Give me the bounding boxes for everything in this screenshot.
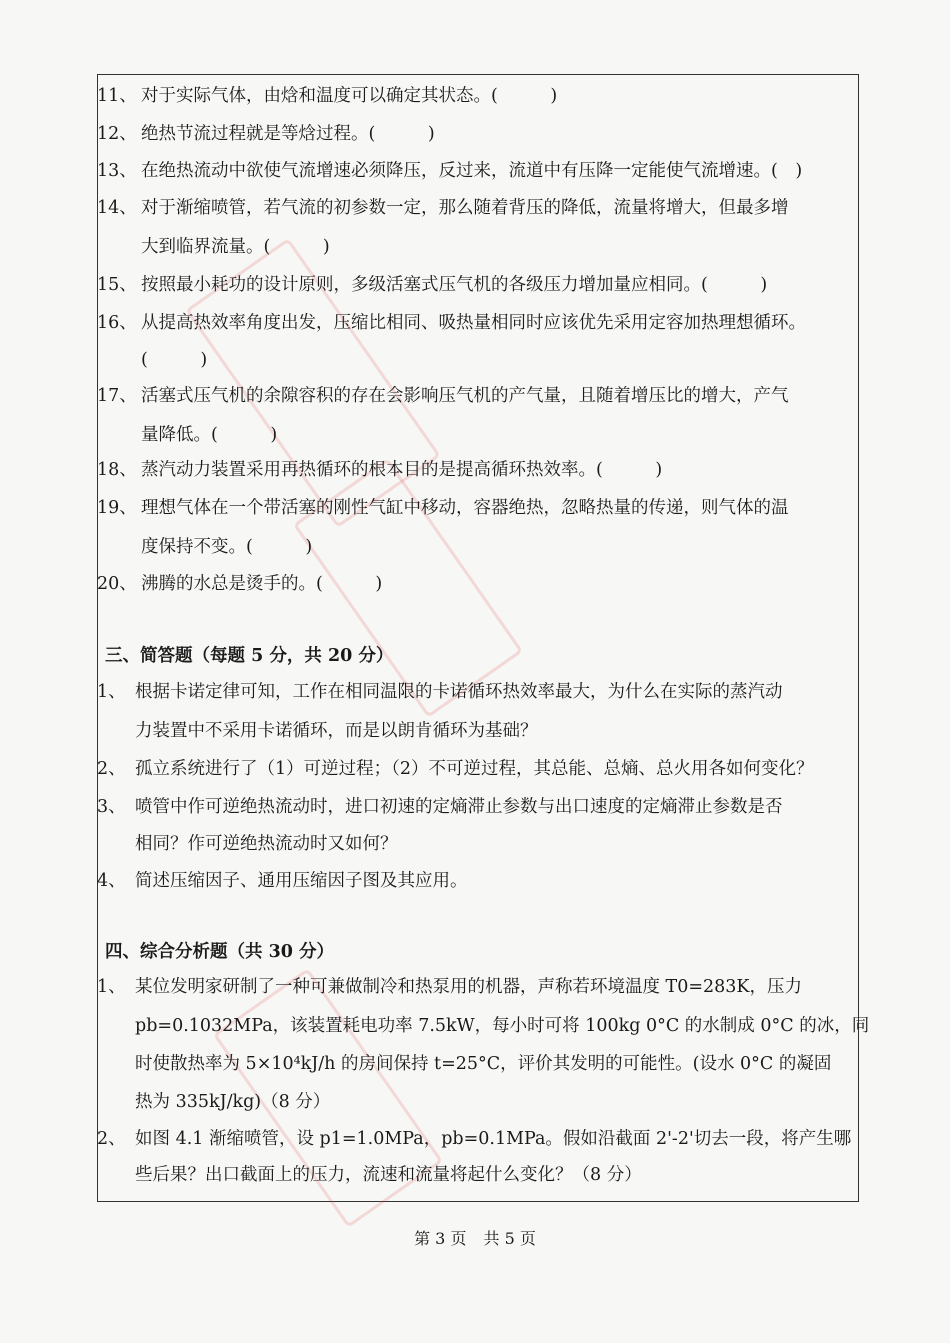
page-total: 共 5 页 bbox=[483, 1229, 536, 1248]
section-heading: 三、简答题（每题 5 分，共 20 分） bbox=[105, 646, 394, 666]
section-heading: 四、综合分析题（共 30 分） bbox=[105, 942, 335, 962]
page-footer bbox=[0, 1226, 950, 1249]
page-number: 第 3 页 bbox=[414, 1229, 467, 1248]
